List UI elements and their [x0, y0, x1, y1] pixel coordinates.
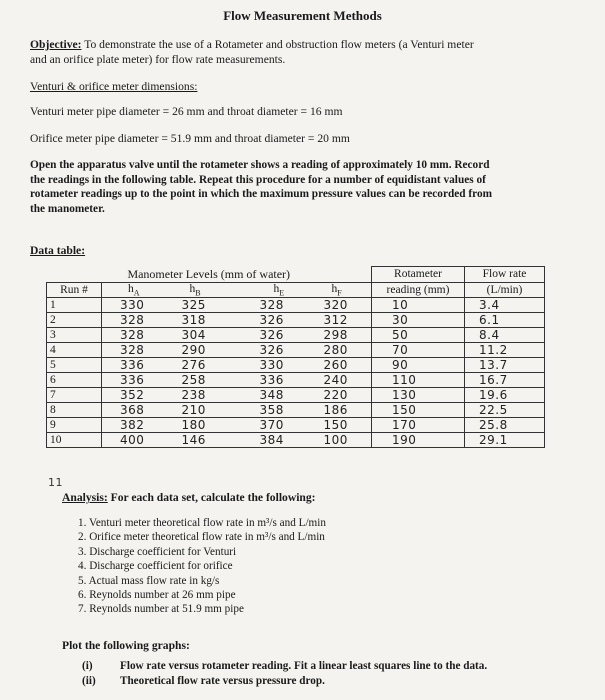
list-item: 6. Reynolds number at 26 mm pipe: [78, 589, 236, 602]
handwritten-extra-mark: 11: [48, 476, 63, 489]
he-cell: 370: [242, 417, 302, 432]
page-title: Flow Measurement Methods: [223, 8, 382, 23]
instruction-line: the readings in the following table. Repeat this procedure for a number of equidistant values of: [30, 173, 486, 186]
hf-cell: 280: [302, 342, 372, 357]
hf-cell: 312: [302, 312, 372, 327]
flow-rate-cell: 6.1: [465, 312, 545, 327]
run-cell: 5: [47, 357, 102, 372]
list-item: 7. Reynolds number at 51.9 mm pipe: [78, 603, 244, 616]
hf-cell: 240: [302, 372, 372, 387]
hf-cell: 150: [302, 417, 372, 432]
hf-cell: 320: [302, 297, 372, 312]
table-row: [47, 312, 545, 327]
plot-item-text: Flow rate versus rotameter reading. Fit a linear least squares line to the data.: [120, 660, 488, 672]
table-row: [47, 327, 545, 342]
col-header-he: $h_E$: [242, 282, 302, 297]
list-item: 5. Actual mass flow rate in kg/s: [78, 574, 220, 587]
objective-text-1: To demonstrate the use of a Rotameter and obstruction flow meters (a Venturi meter: [81, 38, 474, 51]
run-cell: 1: [47, 297, 102, 312]
hf-cell: 298: [302, 327, 372, 342]
he-cell: 326: [242, 342, 302, 357]
hb-cell: 180: [172, 417, 242, 432]
hf-cell: 260: [302, 357, 372, 372]
run-cell: 9: [47, 417, 102, 432]
rotameter-cell: 10: [372, 297, 465, 312]
rotameter-cell: 110: [372, 372, 465, 387]
flow-rate-cell: 29.1: [465, 432, 545, 447]
he-cell: 336: [242, 372, 302, 387]
flow-rate-header: Flow rate: [465, 267, 545, 283]
table-row: [47, 372, 545, 387]
he-cell: 358: [242, 402, 302, 417]
run-cell: 4: [47, 342, 102, 357]
rotameter-cell: 90: [372, 357, 465, 372]
venturi-dimensions: Venturi meter pipe diameter = 26 mm and throat diameter = 16 mm: [30, 105, 343, 118]
flow-unit-header: (L/min): [465, 282, 545, 297]
hb-cell: 146: [172, 432, 242, 447]
analysis-list: [78, 516, 326, 617]
instruction-line: the manometer.: [30, 202, 105, 215]
run-cell: 3: [47, 327, 102, 342]
hb-cell: 290: [172, 342, 242, 357]
ha-cell: 352: [102, 387, 172, 402]
rotameter-cell: 70: [372, 342, 465, 357]
hb-cell: 304: [172, 327, 242, 342]
rotameter-cell: 150: [372, 402, 465, 417]
hf-cell: 186: [302, 402, 372, 417]
flow-rate-cell: 8.4: [465, 327, 545, 342]
data-table: [46, 266, 545, 448]
hb-cell: 318: [172, 312, 242, 327]
objective-text-2: and an orifice plate meter) for flow rate measurements.: [30, 53, 286, 66]
plots-heading: Plot the following graphs:: [62, 639, 190, 652]
table-row: [47, 342, 545, 357]
flow-rate-cell: 25.8: [465, 417, 545, 432]
plot-item-number: (i): [82, 660, 93, 672]
data-table-label: Data table:: [30, 244, 86, 257]
run-cell: 7: [47, 387, 102, 402]
rotameter-cell: 170: [372, 417, 465, 432]
table-row: [47, 297, 545, 312]
analysis-heading: [62, 490, 462, 505]
ha-cell: 330: [102, 297, 172, 312]
ha-cell: 336: [102, 372, 172, 387]
dimensions-heading: Venturi & orifice meter dimensions:: [30, 80, 198, 93]
hf-cell: 100: [302, 432, 372, 447]
ha-cell: 328: [102, 327, 172, 342]
list-item: 4. Discharge coefficient for orifice: [78, 560, 233, 573]
he-cell: 330: [242, 357, 302, 372]
hb-cell: 210: [172, 402, 242, 417]
manometer-group-header: Manometer Levels (mm of water): [47, 267, 372, 283]
ha-cell: 400: [102, 432, 172, 447]
plot-item: [82, 660, 487, 672]
list-item: 3. Discharge coefficient for Venturi: [78, 545, 237, 558]
analysis-label: Analysis:: [62, 491, 108, 504]
ha-cell: 328: [102, 342, 172, 357]
flow-rate-cell: 11.2: [465, 342, 545, 357]
instructions-paragraph: [30, 158, 575, 216]
ha-cell: 336: [102, 357, 172, 372]
he-cell: 326: [242, 312, 302, 327]
run-cell: 8: [47, 402, 102, 417]
flow-rate-cell: 22.5: [465, 402, 545, 417]
analysis-intro: For each data set, calculate the following:: [107, 491, 316, 504]
rotameter-cell: 30: [372, 312, 465, 327]
plot-item: [82, 675, 325, 687]
hb-cell: 238: [172, 387, 242, 402]
he-cell: 348: [242, 387, 302, 402]
orifice-dimensions: Orifice meter pipe diameter = 51.9 mm and throat diameter = 20 mm: [30, 132, 350, 145]
rotameter-header: Rotameter: [372, 267, 465, 283]
table-row: [47, 432, 545, 447]
objective-paragraph: [30, 37, 575, 67]
list-item: 1. Venturi meter theoretical flow rate in m³/s and L/min: [78, 517, 326, 529]
ha-cell: 382: [102, 417, 172, 432]
instruction-line: Open the apparatus valve until the rotameter shows a reading of approximately 10 mm. Record: [30, 159, 490, 171]
ha-cell: 368: [102, 402, 172, 417]
run-cell: 10: [47, 432, 102, 447]
rotameter-unit-header: reading (mm): [372, 282, 465, 297]
run-cell: 2: [47, 312, 102, 327]
ha-cell: 328: [102, 312, 172, 327]
hb-cell: 258: [172, 372, 242, 387]
hb-cell: 276: [172, 357, 242, 372]
instruction-line: rotameter readings up to the point in which the maximum pressure values can be recorded from: [30, 188, 493, 200]
table-row: [47, 387, 545, 402]
table-row: [47, 417, 545, 432]
he-cell: 384: [242, 432, 302, 447]
plot-item-text: Theoretical flow rate versus pressure drop.: [120, 675, 325, 687]
flow-rate-cell: 3.4: [465, 297, 545, 312]
run-header: Run #: [47, 282, 102, 297]
flow-rate-cell: 16.7: [465, 372, 545, 387]
hb-cell: 325: [172, 297, 242, 312]
flow-rate-cell: 19.6: [465, 387, 545, 402]
col-header-hb: $h_B$: [172, 282, 242, 297]
flow-rate-cell: 13.7: [465, 357, 545, 372]
table-row: [47, 402, 545, 417]
hf-cell: 220: [302, 387, 372, 402]
table-row: [47, 357, 545, 372]
plot-item-number: (ii): [82, 675, 96, 687]
col-header-hf: $h_F$: [302, 282, 372, 297]
col-header-ha: $h_A$: [102, 282, 172, 297]
he-cell: 328: [242, 297, 302, 312]
he-cell: 326: [242, 327, 302, 342]
run-cell: 6: [47, 372, 102, 387]
objective-label: Objective:: [30, 38, 82, 51]
rotameter-cell: 190: [372, 432, 465, 447]
rotameter-cell: 50: [372, 327, 465, 342]
list-item: 2. Orifice meter theoretical flow rate in m³/s and L/min: [78, 531, 325, 544]
rotameter-cell: 130: [372, 387, 465, 402]
